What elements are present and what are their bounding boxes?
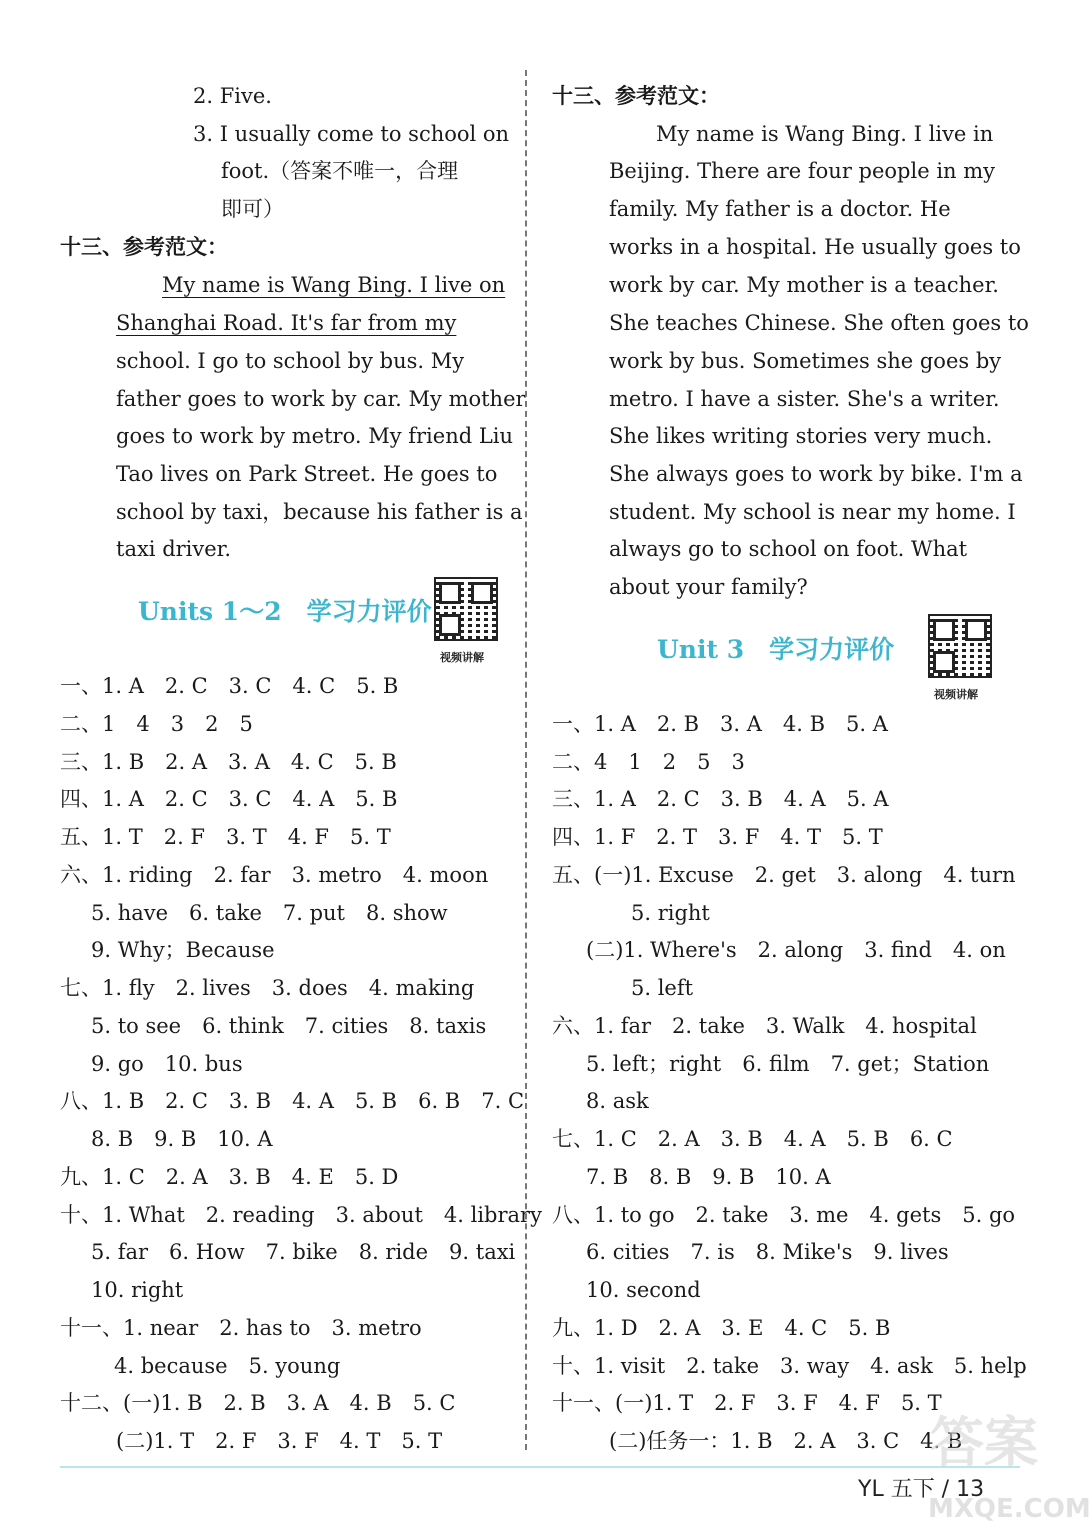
- answer-row: 六、1. far 2. take 3. Walk 4. hospital: [552, 1014, 977, 1038]
- answer-row: (二)1. Where's 2. along 3. find 4. on: [586, 938, 1006, 962]
- left-essay-line: Tao lives on Park Street. He goes to: [116, 462, 498, 486]
- answer-row: 九、1. D 2. A 3. E 4. C 5. B: [552, 1316, 891, 1340]
- answer-row: 9. Why；Because: [91, 938, 275, 962]
- watermark-logo: 答案: [930, 1411, 1038, 1474]
- answer-row: 10. right: [91, 1278, 184, 1302]
- right-essay-line: She always goes to work by bike. I'm a: [609, 462, 1023, 486]
- answer-row: 八、1. to go 2. take 3. me 4. gets 5. go: [552, 1203, 1016, 1227]
- answer-row: 10. second: [586, 1278, 701, 1302]
- right-essay-line: family. My father is a doctor. He: [609, 197, 951, 221]
- answer-row: 九、1. C 2. A 3. B 4. E 5. D: [60, 1165, 399, 1189]
- left-essay-line: father goes to work by car. My mother: [116, 387, 526, 411]
- left-essay-line: goes to work by metro. My friend Liu: [116, 424, 514, 448]
- right-essay-line: works in a hospital. He usually goes to: [609, 235, 1021, 259]
- answer-row: 8. ask: [586, 1089, 649, 1113]
- answer-row: 5. have 6. take 7. put 8. show: [91, 901, 448, 925]
- answer-row: 十、1. What 2. reading 3. about 4. library: [60, 1203, 542, 1227]
- right-essay-line: always go to school on foot. What: [609, 537, 968, 561]
- left-answer-line: foot.（答案不唯一，合理: [221, 159, 459, 183]
- answer-row: 四、1. F 2. T 3. F 4. T 5. T: [552, 825, 883, 849]
- answer-row: 五、(一)1. Excuse 2. get 3. along 4. turn: [552, 863, 1016, 887]
- right-essay-line: metro. I have a sister. She's a writer.: [609, 387, 1000, 411]
- right-essay-line: My name is Wang Bing. I live in: [656, 122, 994, 146]
- right-essay-line: about your family?: [609, 575, 808, 599]
- left-essay-heading: 十三、参考范文：: [60, 235, 228, 259]
- answer-row: 六、1. riding 2. far 3. metro 4. moon: [60, 863, 489, 887]
- answer-row: 八、1. B 2. C 3. B 4. A 5. B 6. B 7. C: [60, 1089, 525, 1113]
- qr-code-icon[interactable]: [928, 614, 992, 678]
- qr-label: 视频讲解: [934, 688, 978, 701]
- answer-row: 7. B 8. B 9. B 10. A: [586, 1165, 831, 1189]
- footer-rule: [60, 1466, 1020, 1468]
- right-essay-line: She likes writing stories very much.: [609, 424, 993, 448]
- answer-row: 5. to see 6. think 7. cities 8. taxis: [91, 1014, 487, 1038]
- answer-row: 5. right: [631, 901, 710, 925]
- answer-row: (二)任务一：1. B 2. A 3. C 4. B: [609, 1429, 963, 1453]
- left-essay-line: taxi driver.: [116, 537, 232, 561]
- answer-row: 8. B 9. B 10. A: [91, 1127, 273, 1151]
- answer-row: 十一、(一)1. T 2. F 3. F 4. F 5. T: [552, 1391, 942, 1415]
- watermark-url: MXQE.COM: [928, 1494, 1091, 1524]
- qr-code-icon[interactable]: [434, 577, 498, 641]
- answer-row: 三、1. B 2. A 3. A 4. C 5. B: [60, 750, 397, 774]
- left-answer-line: 2. Five.: [193, 84, 272, 108]
- right-essay-line: work by bus. Sometimes she goes by: [609, 349, 1002, 373]
- right-essay-line: work by car. My mother is a teacher.: [609, 273, 999, 297]
- left-answer-line: 3. I usually come to school on: [193, 122, 510, 146]
- answer-row: 四、1. A 2. C 3. C 4. A 5. B: [60, 787, 398, 811]
- answer-row: 二、4 1 2 5 3: [552, 750, 745, 774]
- section-title-units-1-2: Units 1～2 学习力评价: [138, 597, 432, 626]
- answer-row: 三、1. A 2. C 3. B 4. A 5. A: [552, 787, 889, 811]
- answer-row: 5. left；right 6. film 7. get；Station: [586, 1052, 990, 1076]
- left-essay-line: school by taxi，because his father is a: [116, 500, 523, 524]
- column-divider: [525, 70, 527, 1450]
- answer-row: 十、1. visit 2. take 3. way 4. ask 5. help: [552, 1354, 1027, 1378]
- answer-row: 4. because 5. young: [114, 1354, 341, 1378]
- answer-row: 6. cities 7. is 8. Mike's 9. lives: [586, 1240, 949, 1264]
- left-essay-line: Shanghai Road. It's far from my: [116, 311, 457, 335]
- answer-row: 一、1. A 2. B 3. A 4. B 5. A: [552, 712, 888, 736]
- page-footer: YL 五下 / 13: [858, 1477, 985, 1502]
- answer-row: 七、1. fly 2. lives 3. does 4. making: [60, 976, 475, 1000]
- answer-row: 5. left: [631, 976, 694, 1000]
- right-essay-line: She teaches Chinese. She often goes to: [609, 311, 1029, 335]
- answer-row: (二)1. T 2. F 3. F 4. T 5. T: [116, 1429, 443, 1453]
- left-essay-line: My name is Wang Bing. I live on: [162, 273, 506, 297]
- answer-row: 五、1. T 2. F 3. T 4. F 5. T: [60, 825, 391, 849]
- answer-row: 一、1. A 2. C 3. C 4. C 5. B: [60, 674, 399, 698]
- left-essay-line: school. I go to school by bus. My: [116, 349, 465, 373]
- answer-row: 十一、1. near 2. has to 3. metro: [60, 1316, 422, 1340]
- answer-row: 十二、(一)1. B 2. B 3. A 4. B 5. C: [60, 1391, 456, 1415]
- answer-row: 二、1 4 3 2 5: [60, 712, 253, 736]
- qr-label: 视频讲解: [440, 651, 484, 664]
- section-title-unit-3: Unit 3 学习力评价: [657, 635, 895, 664]
- answer-row: 5. far 6. How 7. bike 8. ride 9. taxi: [91, 1240, 516, 1264]
- left-answer-line: 即可）: [221, 197, 284, 221]
- right-essay-line: student. My school is near my home. I: [609, 500, 1016, 524]
- answer-row: 七、1. C 2. A 3. B 4. A 5. B 6. C: [552, 1127, 953, 1151]
- right-essay-line: Beijing. There are four people in my: [609, 159, 996, 183]
- right-essay-heading: 十三、参考范文：: [552, 84, 720, 108]
- answer-row: 9. go 10. bus: [91, 1052, 243, 1076]
